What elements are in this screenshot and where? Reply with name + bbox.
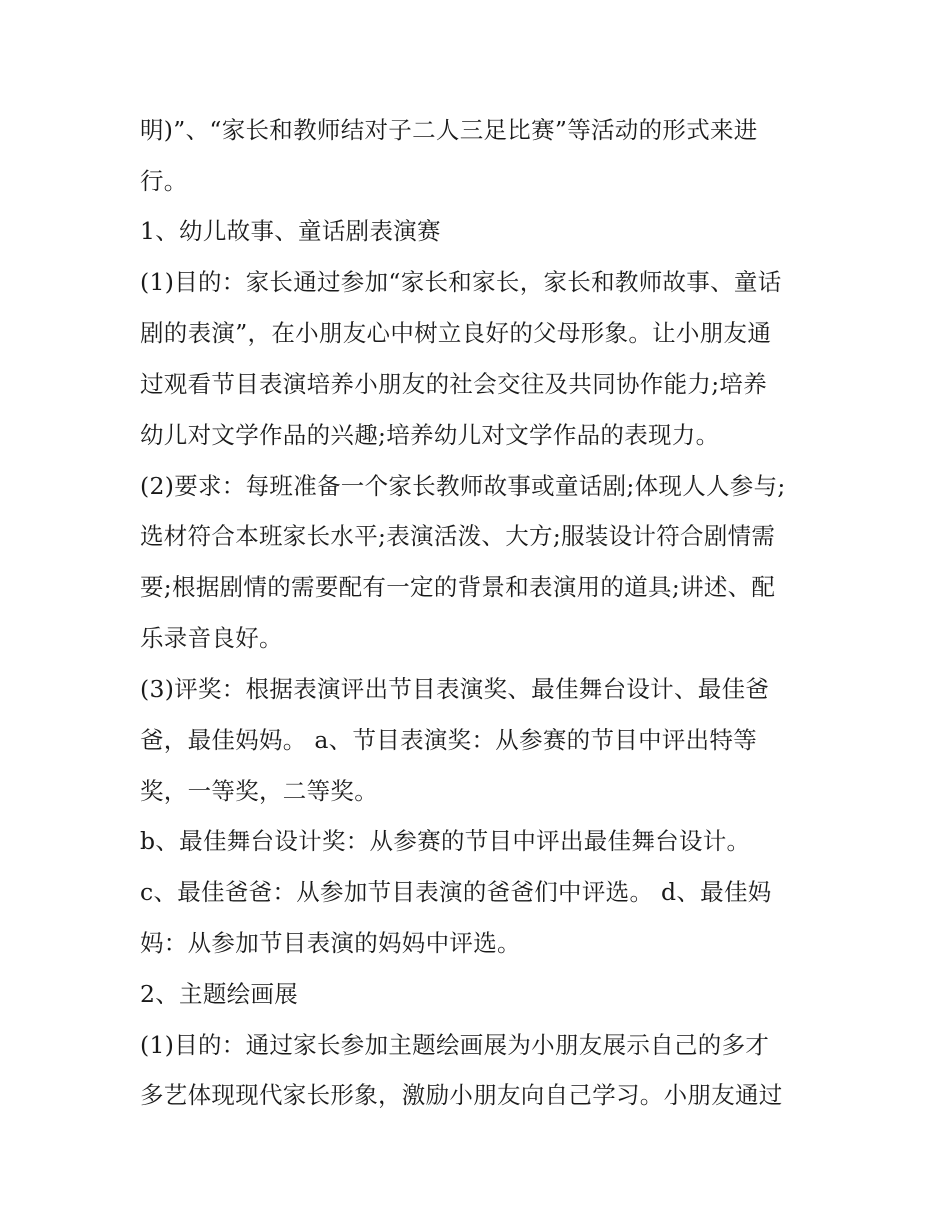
text-line-13: 爸，最佳妈妈。 a、节目表演奖：从参赛的节目中评出特等 xyxy=(140,726,758,754)
text-line-19: (1)目的：通过家长参加主题绘画展为小朋友展示自己的多才 xyxy=(140,1031,770,1059)
text-line-7: 幼儿对文学作品的兴趣;培养幼儿对文学作品的表现力。 xyxy=(140,421,720,449)
text-line-10: 要;根据剧情的需要配有一定的背景和表演用的道具;讲述、配 xyxy=(140,573,776,601)
text-line-12: (3)评奖：根据表演评出节目表演奖、最佳舞台设计、最佳爸 xyxy=(140,675,770,703)
text-line-14: 奖，一等奖，二等奖。 xyxy=(140,777,378,805)
text-line-17: 妈：从参加节目表演的妈妈中评选。 xyxy=(140,929,521,957)
text-line-2: 行。 xyxy=(140,167,188,195)
text-line-16: c、最佳爸爸：从参加节目表演的爸爸们中评选。 d、最佳妈 xyxy=(140,878,772,906)
text-line-15: b、最佳舞台设计奖：从参赛的节目中评出最佳舞台设计。 xyxy=(140,827,751,855)
text-line-20: 多艺体现现代家长形象，激励小朋友向自己学习。小朋友通过 xyxy=(140,1081,783,1109)
text-line-9: 选材符合本班家长水平;表演活泼、大方;服装设计符合剧情需 xyxy=(140,522,776,550)
text-line-11: 乐录音良好。 xyxy=(140,624,283,652)
section-heading-1: 1、幼儿故事、童话剧表演赛 xyxy=(140,217,441,245)
text-line-5: 剧的表演”，在小朋友心中树立良好的父母形象。让小朋友通 xyxy=(140,319,772,347)
text-line-4: (1)目的：家长通过参加“家长和家长，家长和教师故事、童话 xyxy=(140,268,782,296)
text-line-8: (2)要求：每班准备一个家长教师故事或童话剧;体现人人参与; xyxy=(140,472,786,500)
section-heading-2: 2、主题绘画展 xyxy=(140,980,299,1008)
text-line-1: 明)”、“家长和教师结对子二人三足比赛”等活动的形式来进 xyxy=(140,116,758,144)
text-line-6: 过观看节目表演培养小朋友的社会交往及共同协作能力;培养 xyxy=(140,370,768,398)
